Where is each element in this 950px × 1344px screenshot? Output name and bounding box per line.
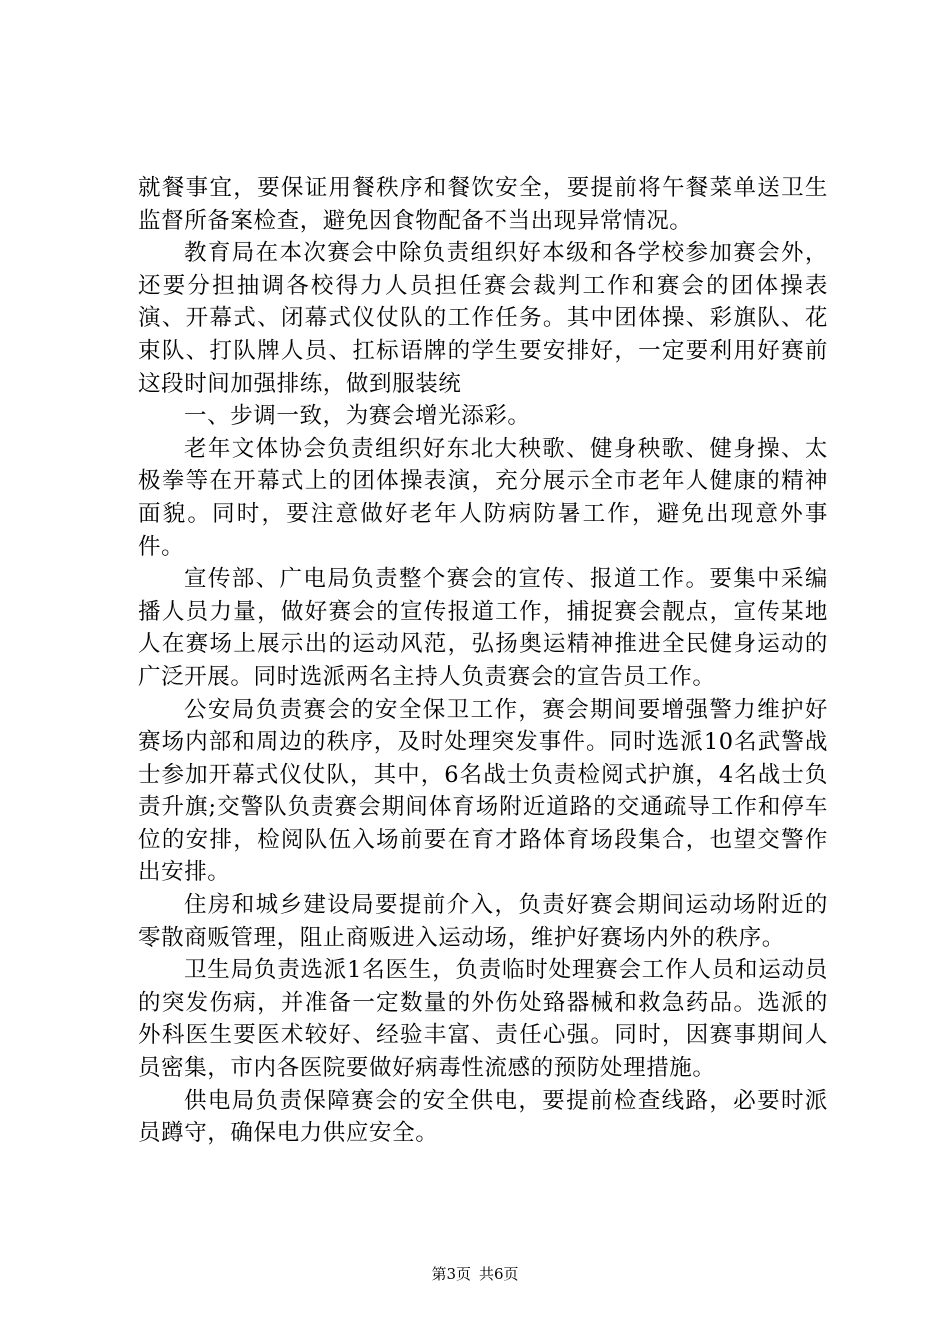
paragraph: 一、步调一致，为赛会增光添彩。: [184, 403, 531, 430]
paragraph: 供电局负责保障赛会的安全供电，要提前检查线路，必要时派员蹲守，确保电力供应安全。: [138, 1087, 828, 1147]
paragraph: 宣传部、广电局负责整个赛会的宣传、报道工作。要集中采编播人员力量，做好赛会的宣传报道工作，捕捉赛会靓点，宣传某地人在赛场上展示出的运动风范，弘扬奥运精神推进全民健身运动的广泛开展。同时选派两名主持人负责赛会的宣告员工作。: [138, 566, 828, 690]
page-total: 共6页: [479, 1265, 519, 1283]
paragraph: 卫生局负责选派1名医生，负责临时处理赛会工作人员和运动员的突发伤病，并准备一定数量的外伤处臵器械和救急药品。选派的外科医生要医术较好、经验丰富、责任心强。同时，因赛事期间人员密集，市内各医院要做好病毒性流感的预防处理措施。: [138, 957, 828, 1082]
paragraph: 公安局负责赛会的安全保卫工作，赛会期间要增强警力维护好赛场内部和周边的秩序，及时处理突发事件。同时选派10名武警战士参加开幕式仪仗队，其中，6名战士负责检阅式护旗，4名战士负责升旗;交警队负责赛会期间体育场附近道路的交通疏导工作和停车位的安排，检阅队伍入场前要在育才路体育场段集合，也望交警作出安排。: [138, 696, 828, 886]
page-footer: [0, 1264, 950, 1284]
paragraph: 就餐事宜，要保证用餐秩序和餐饮安全，要提前将午餐菜单送卫生监督所备案检查，避免因食物配备不当出现异常情况。: [138, 175, 828, 234]
paragraph: 老年文体协会负责组织好东北大秧歌、健身秧歌、健身操、太极拳等在开幕式上的团体操表演，充分展示全市老年人健康的精神面貌。同时，要注意做好老年人防病防暑工作，避免出现意外事件。: [138, 435, 828, 560]
paragraph: 教育局在本次赛会中除负责组织好本级和各学校参加赛会外，还要分担抽调各校得力人员担任赛会裁判工作和赛会的团体操表演、开幕式、闭幕式仪仗队的工作任务。其中团体操、彩旗队、花束队、打队牌人员、扛标语牌的学生要安排好，一定要利用好赛前这段时间加强排练，做到服装统: [138, 240, 828, 397]
paragraph: 住房和城乡建设局要提前介入，负责好赛会期间运动场附近的零散商贩管理，阻止商贩进入运动场，维护好赛场内外的秩序。: [138, 892, 828, 951]
document-body: [138, 172, 828, 1150]
page-number: 第3页: [431, 1265, 471, 1283]
